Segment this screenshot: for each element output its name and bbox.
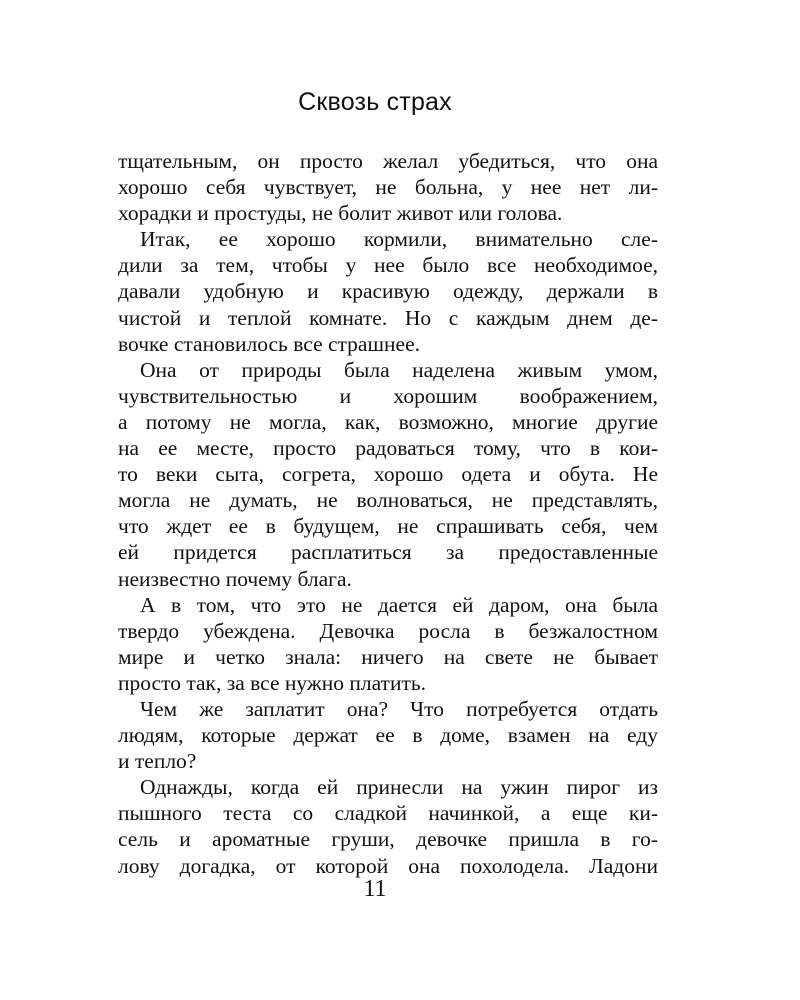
text-line: Она от природы была наделена живым умом, <box>140 357 658 382</box>
text-line: Чем же заплатит она? Что потребуется отдать <box>140 696 658 721</box>
text-line: пышного теста со сладкой начинкой, а еще ки- <box>118 801 658 826</box>
paragraph <box>118 592 658 696</box>
text-line: Итак, ее хорошо кормили, внимательно сле- <box>140 227 658 252</box>
text-line: а потому не могла, как, возможно, многие другие <box>118 409 658 434</box>
text-line: просто так, за все нужно платить. <box>118 670 427 695</box>
page-number: 11 <box>363 876 387 902</box>
text-line: хорадки и простуды, не болит живот или голова. <box>118 201 563 226</box>
text-line: тщательным, он просто желал убедиться, что она <box>118 149 658 173</box>
text-line: неизвестно почему блага. <box>118 566 352 591</box>
text-line: твердо убеждена. Девочка росла в безжалостном <box>118 618 658 643</box>
text-line: могла не думать, не волноваться, не представлять, <box>118 488 658 513</box>
text-line: ей придется расплатиться за предоставленные <box>118 540 658 565</box>
text-line: А в том, что это не дается ей даром, она была <box>140 592 658 617</box>
text-line: людям, которые держат ее в доме, взамен на еду <box>118 723 658 748</box>
text-line: лову догадка, от которой она похолодела. Ладони <box>118 853 658 878</box>
text-line: и тепло? <box>118 749 197 774</box>
paragraph <box>118 226 658 356</box>
running-head-title: Сквозь страх <box>298 88 452 116</box>
text-line: то веки сыта, согрета, хорошо одета и обута. Не <box>118 462 658 487</box>
text-line: давали удобную и красивую одежду, держали в <box>118 279 658 304</box>
text-line: сель и ароматные груши, девочке пришла в го- <box>118 827 658 852</box>
text-line: Однажды, когда ей принесли на ужин пирог из <box>140 775 658 800</box>
paragraph <box>118 148 658 226</box>
text-line: мире и четко знала: ничего на свете не бывает <box>118 644 658 669</box>
paragraph <box>118 774 658 878</box>
paragraph <box>118 357 658 592</box>
text-line: чистой и теплой комнате. Но с каждым днем де- <box>118 305 658 330</box>
text-line: чувствительностью и хорошим воображением, <box>118 383 658 408</box>
text-line: на ее месте, просто радоваться тому, что в кои- <box>118 436 658 461</box>
body-text <box>118 148 658 879</box>
text-line: дили за тем, чтобы у нее было все необходимое, <box>118 253 658 278</box>
paragraph <box>118 696 658 774</box>
text-line: что ждет ее в будущем, не спрашивать себя, чем <box>118 514 658 539</box>
text-line: хорошо себя чувствует, не больна, у нее нет ли- <box>118 175 658 200</box>
text-line: вочке становилось все страшнее. <box>118 331 420 356</box>
